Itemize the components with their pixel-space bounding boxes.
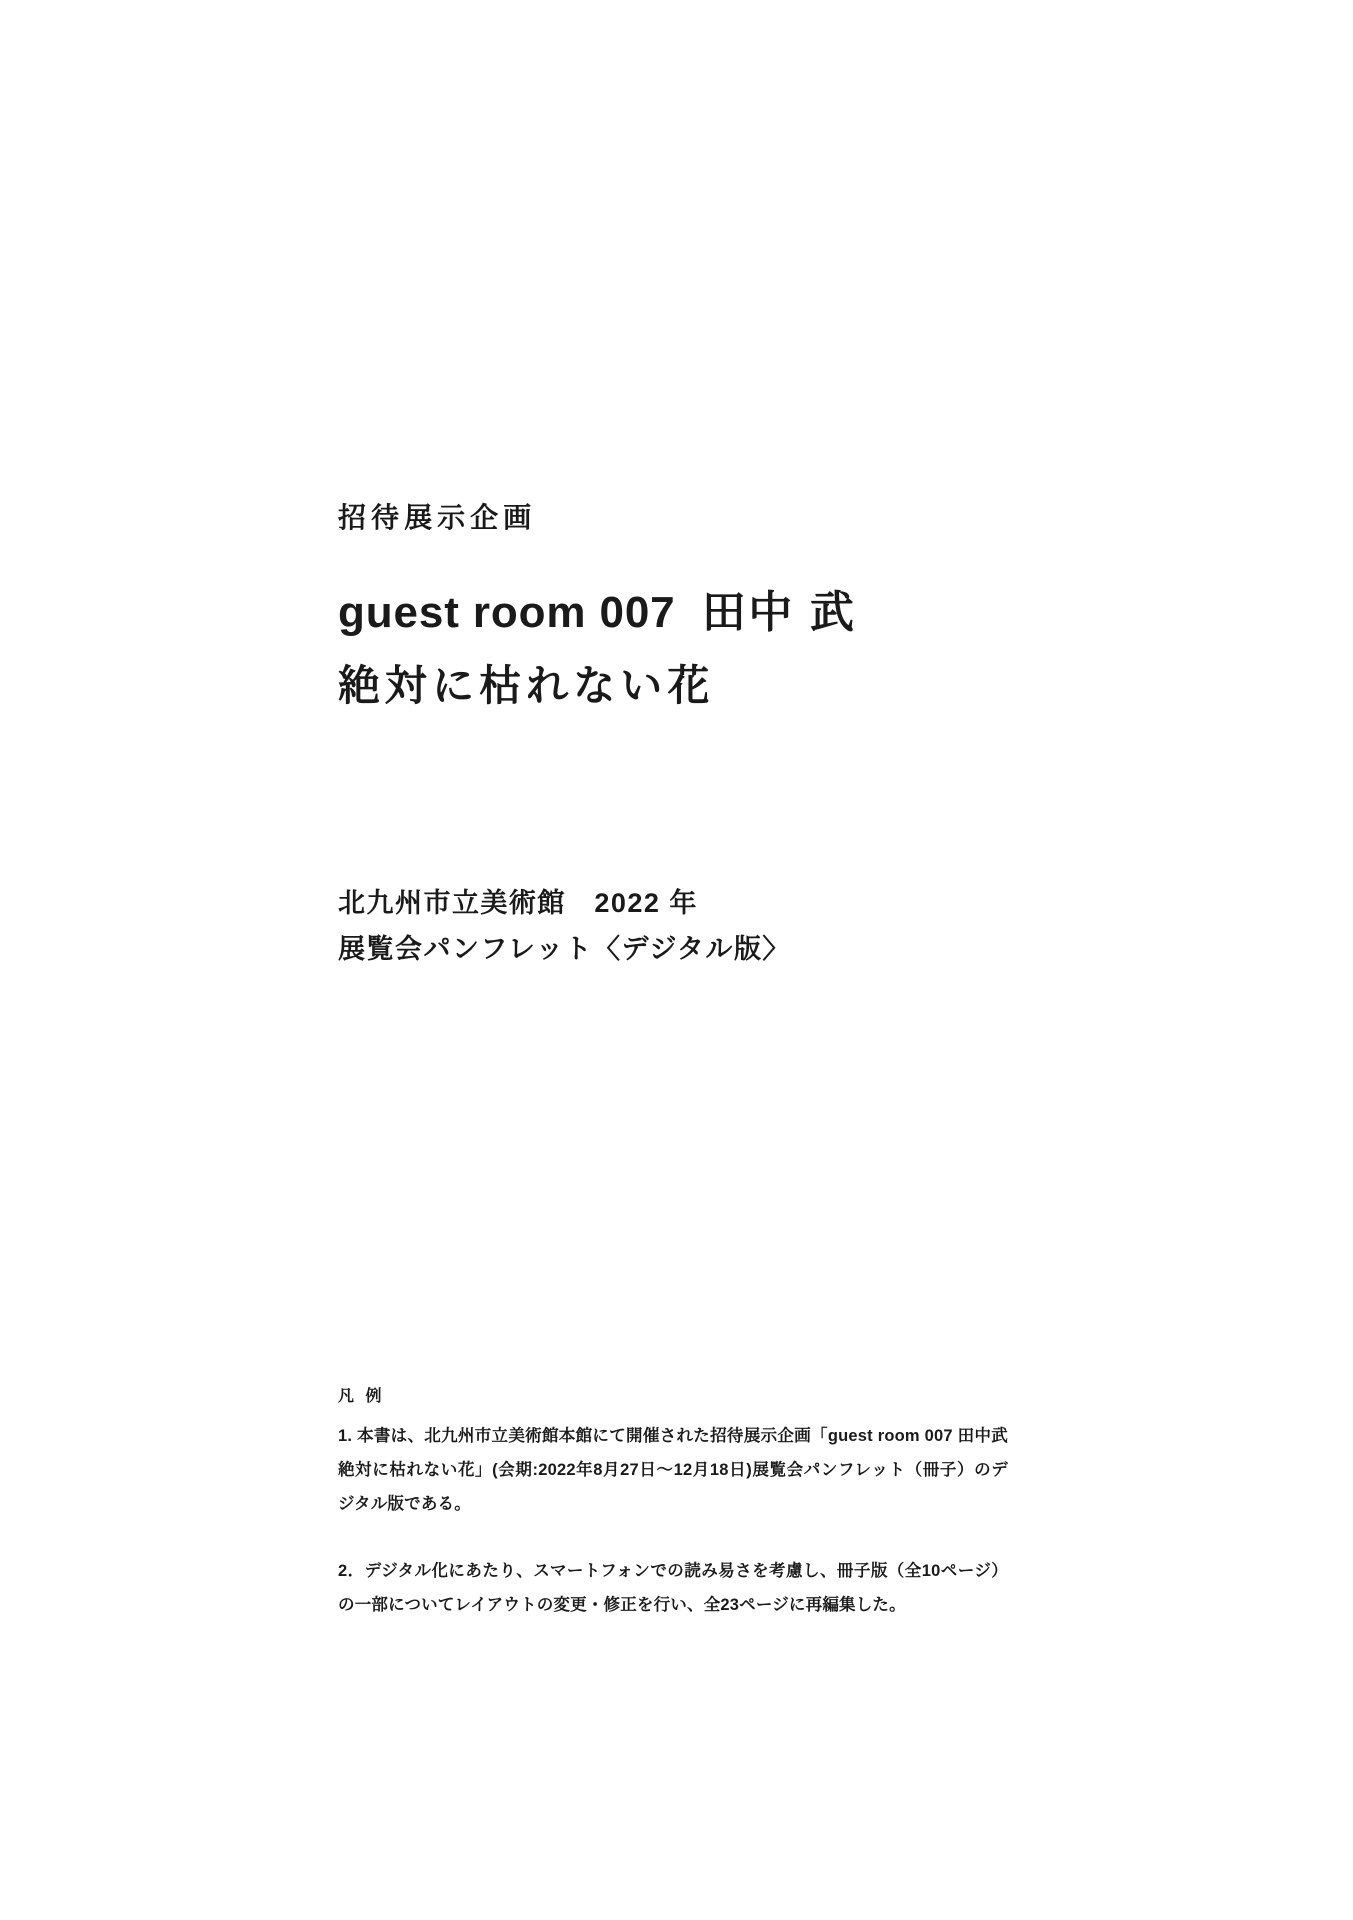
eyebrow-label: 招待展示企画: [338, 502, 537, 533]
publication-line-2: 展覧会パンフレット〈デジタル版〉: [338, 934, 791, 965]
title-line-1-jp: 田中 武: [701, 588, 857, 638]
publication-block: [338, 880, 1138, 973]
note-item-text: 1. 本書は、北九州市立美術館本館にて開催された招待展示企画「guest room 007 田中武 絶対に枯れない花」(会期:2022年8月27日〜12月18日)展覧会パンフレット（冊子）のデジタル版である。: [338, 1427, 1008, 1513]
title-line-2: 絶対に枯れない花: [338, 662, 715, 710]
notes-section: [338, 1383, 1008, 1623]
page-title: [338, 588, 1138, 710]
title-line-1-en: guest room 007: [338, 588, 676, 638]
notes-heading: 凡 例: [338, 1388, 386, 1405]
title-block: [338, 498, 1138, 710]
note-item: [338, 1555, 1008, 1623]
note-item: [338, 1420, 1008, 1521]
title-line-1: [338, 588, 1138, 638]
note-item-text: 2．デジタル化にあたり、スマートフォンでの読み易さを考慮し、冊子版（全10ページ）の一部についてレイアウトの変更・修正を行い、全23ページに再編集した。: [338, 1562, 1008, 1615]
publication-line-1: 北九州市立美術館 2022 年: [338, 888, 698, 918]
